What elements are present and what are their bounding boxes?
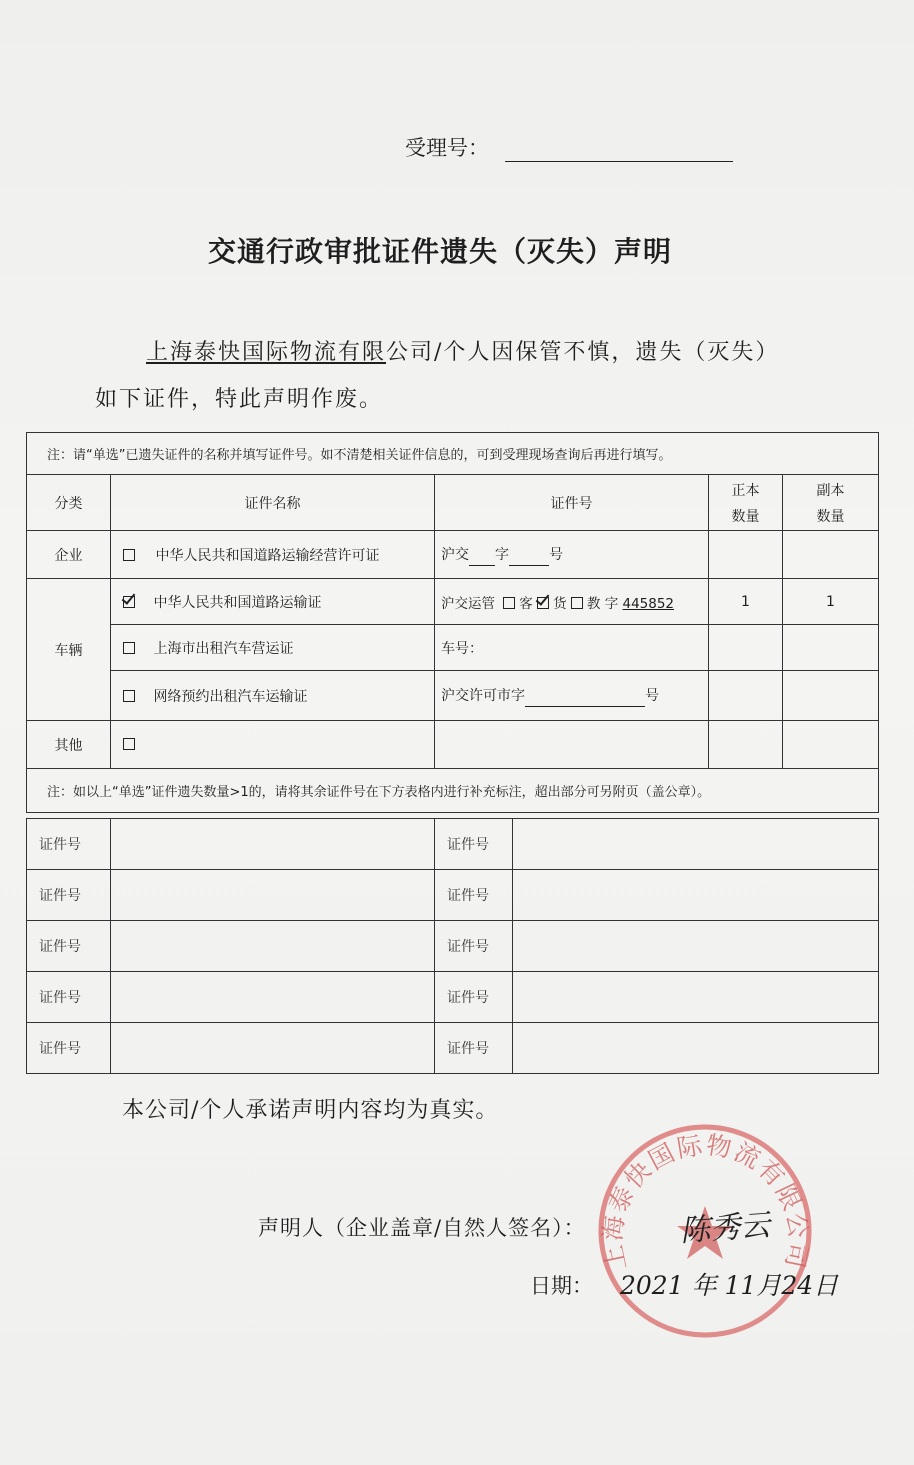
- checkbox-cargo[interactable]: [537, 597, 549, 609]
- extra-label-left: 证件号: [27, 870, 111, 921]
- header-original-qty-1: 正本: [731, 482, 760, 499]
- checkbox-business-license[interactable]: [123, 549, 135, 561]
- extra-field-right[interactable]: [513, 1023, 879, 1074]
- num-suffix: 号: [549, 546, 563, 563]
- declarant-label: 声明人（企业盖章/自然人签名）：: [258, 1216, 586, 1240]
- cell-copy-qty[interactable]: [783, 671, 879, 721]
- extra-row: [27, 870, 879, 921]
- extra-field-left[interactable]: [111, 921, 435, 972]
- num-suffix: 号: [645, 687, 659, 704]
- extra-row: [27, 921, 879, 972]
- blank-field[interactable]: [469, 549, 495, 566]
- handwritten-date: 2021 年 11月24日: [620, 1271, 839, 1300]
- cert-ridehail-number[interactable]: [435, 671, 709, 721]
- extra-label-left: 证件号: [27, 921, 111, 972]
- extra-label-left: 证件号: [27, 972, 111, 1023]
- extra-label-left: 证件号: [27, 1023, 111, 1074]
- cell-original-qty[interactable]: [709, 625, 783, 671]
- cert-other-number[interactable]: [435, 721, 709, 769]
- extra-field-left[interactable]: [111, 1023, 435, 1074]
- checkbox-taxi-cert[interactable]: [123, 642, 135, 654]
- header-category: 分类: [27, 475, 111, 531]
- header-original-qty: [709, 475, 783, 531]
- cert-transport-name: 中华人民共和国道路运输证: [153, 594, 322, 611]
- handwritten-signature: 陈秀云: [679, 1207, 772, 1250]
- extra-field-left[interactable]: [111, 870, 435, 921]
- header-cert-name: 证件名称: [111, 475, 435, 531]
- cell-copy-qty[interactable]: [783, 721, 879, 769]
- cert-number-value: 445852: [622, 595, 675, 612]
- cell-copy-qty[interactable]: [783, 625, 879, 671]
- cert-transport[interactable]: [111, 579, 435, 625]
- svg-text:上海泰快国际物流有限公司: [598, 1130, 814, 1273]
- num-mid: 字: [495, 546, 509, 563]
- category-vehicle: 车辆: [27, 579, 111, 721]
- cert-taxi[interactable]: [111, 625, 435, 671]
- num-prefix: 沪交运管: [441, 595, 495, 612]
- extra-label-right: 证件号: [435, 1023, 513, 1074]
- cert-business-license-number[interactable]: [435, 531, 709, 579]
- extra-field-left[interactable]: [111, 972, 435, 1023]
- extra-numbers-table: [26, 818, 879, 1074]
- num-mid: 字: [604, 595, 619, 612]
- cert-transport-number[interactable]: [435, 579, 709, 625]
- seal-text: 上海泰快国际物流有限公司: [597, 1130, 814, 1274]
- extra-field-right[interactable]: [513, 921, 879, 972]
- category-enterprise: 企业: [27, 531, 111, 579]
- document-title: 交通行政审批证件遗失（灭失）声明: [208, 235, 673, 268]
- date-label: 日期：: [530, 1274, 593, 1298]
- checkbox-teach[interactable]: [571, 597, 583, 609]
- accept-no-blank: [505, 161, 733, 162]
- copy-qty-value: 1: [783, 579, 879, 625]
- opt-cargo-label: 货: [553, 595, 567, 612]
- extra-field-right[interactable]: [513, 870, 879, 921]
- extra-label-right: 证件号: [435, 972, 513, 1023]
- checkbox-other[interactable]: [123, 738, 135, 750]
- blank-field[interactable]: [525, 690, 645, 707]
- header-copy-qty-2: 数量: [816, 508, 845, 525]
- header-original-qty-2: 数量: [731, 508, 760, 525]
- certificate-table: [26, 432, 879, 813]
- extra-row: [27, 972, 879, 1023]
- accept-no-label: 受理号：: [405, 136, 489, 160]
- table-note-1: 注：请“单选”已遗失证件的名称并填写证件号。如不清楚相关证件信息的，可到受理现场查询后再进行填写。: [27, 433, 879, 475]
- promise-statement: 本公司/个人承诺声明内容均为真实。: [122, 1098, 499, 1123]
- opt-passenger-label: 客: [519, 595, 533, 612]
- checkbox-ridehail-cert[interactable]: [123, 690, 135, 702]
- company-name: 上海泰快国际物流有限: [146, 340, 387, 365]
- cert-taxi-number[interactable]: [435, 625, 709, 671]
- extra-label-right: 证件号: [435, 819, 513, 870]
- extra-label-left: 证件号: [27, 819, 111, 870]
- extra-field-left[interactable]: [111, 819, 435, 870]
- declaration-line-1: [146, 335, 779, 366]
- declaration-line-1-rest: 公司/个人因保管不慎，遗失（灭失）: [386, 340, 780, 365]
- cert-taxi-name: 上海市出租汽车营运证: [153, 640, 294, 657]
- plate-label: 车号：: [441, 640, 483, 657]
- cert-other[interactable]: [111, 721, 435, 769]
- checkbox-transport-cert[interactable]: [123, 596, 135, 608]
- cell-original-qty[interactable]: [709, 671, 783, 721]
- cert-business-license[interactable]: [111, 531, 435, 579]
- header-copy-qty: [783, 475, 879, 531]
- cell-original-qty[interactable]: [709, 531, 783, 579]
- cert-business-license-name: 中华人民共和国道路运输经营许可证: [155, 547, 380, 564]
- header-copy-qty-1: 副本: [816, 482, 845, 499]
- extra-field-right[interactable]: [513, 819, 879, 870]
- num-prefix: 沪交: [441, 546, 469, 563]
- opt-teach-label: 教: [586, 595, 601, 612]
- cell-original-qty[interactable]: [709, 721, 783, 769]
- category-other: 其他: [27, 721, 111, 769]
- extra-label-right: 证件号: [435, 921, 513, 972]
- cert-ridehail-name: 网络预约出租汽车运输证: [153, 688, 308, 705]
- extra-row: [27, 819, 879, 870]
- extra-field-right[interactable]: [513, 972, 879, 1023]
- original-qty-value: 1: [709, 579, 783, 625]
- header-cert-number: 证件号: [435, 475, 709, 531]
- declaration-line-2: 如下证件，特此声明作废。: [95, 387, 384, 412]
- table-note-2: 注：如以上“单选”证件遗失数量>1的，请将其余证件号在下方表格内进行补充标注，超出部分可另附页（盖公章）。: [27, 769, 879, 813]
- blank-field[interactable]: [509, 549, 549, 566]
- cell-copy-qty[interactable]: [783, 531, 879, 579]
- extra-label-right: 证件号: [435, 870, 513, 921]
- checkbox-passenger[interactable]: [503, 597, 515, 609]
- cert-ridehail[interactable]: [111, 671, 435, 721]
- extra-row: [27, 1023, 879, 1074]
- num-prefix: 沪交许可市字: [441, 687, 525, 704]
